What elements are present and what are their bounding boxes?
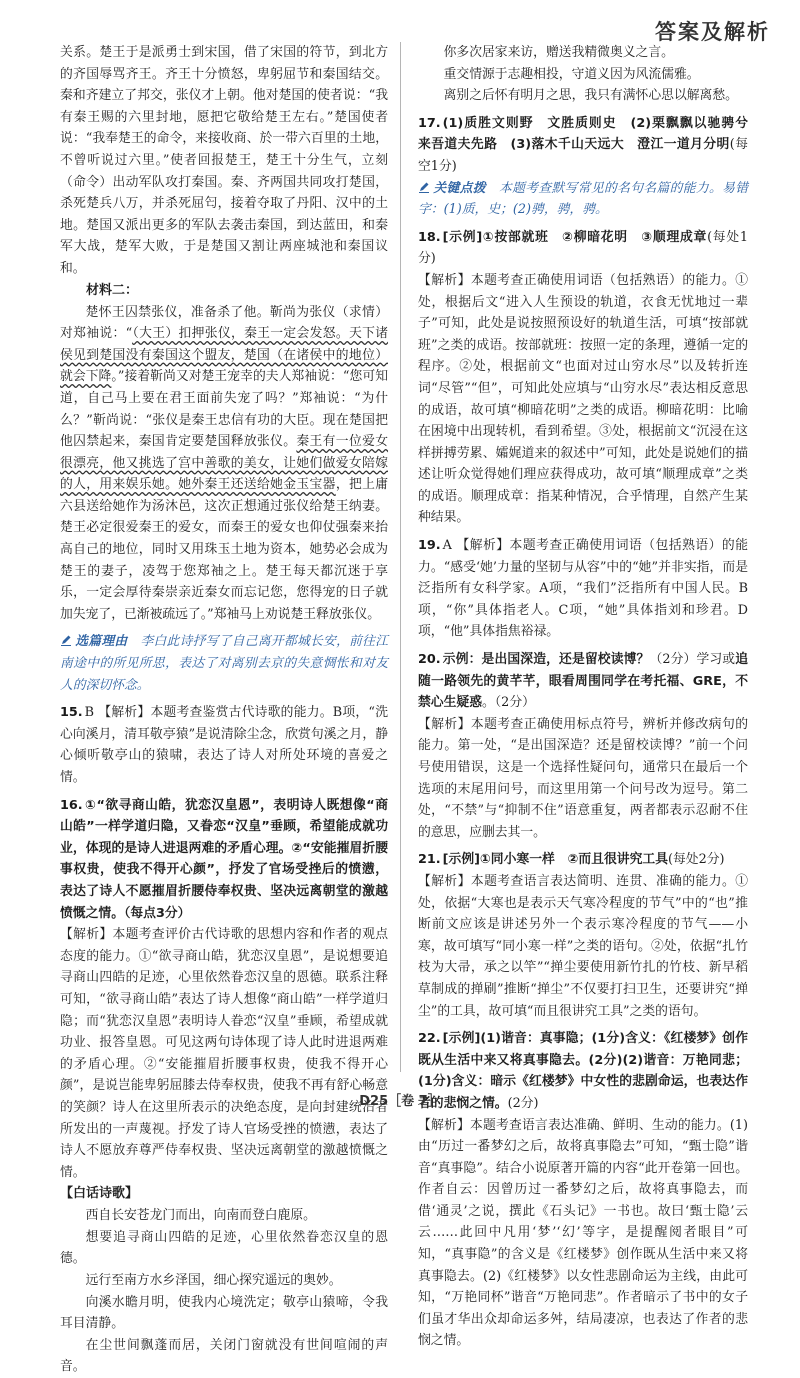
question-22: 22. [示例](1)谐音：真事隐；(1分)含义：《红楼梦》创作既从生活中来又将真事隐去。(2分)(2)谐音：万艳同悲；(1分)含义：暗示《红楼梦》中女性的悲剧命运，也表达作者的悲悯之情。(2分) <box>418 1031 748 1111</box>
question-22-analysis: 【解析】本题考查语言表达准确、鲜明、生动的能力。(1)由“历过一番梦幻之后，故将真事隐去”可知，“甄士隐”谐音“真事隐”。结合小说原著开篇的内容“此开卷第一回也。作者自云：因曾历过一番梦幻之后，故将真事隐去，而借‘通灵’之说，撰此《石头记》一书也。故曰‘甄士隐’云云……此回中凡用‘梦’‘幻’等字，是提醒阅者眼目”可知，“真事隐”的含义是《红楼梦》创作既从生活中来又将真事隐去。(2)《红楼梦》以女性悲剧命运为主线，由此可知，“万艳同杯”谐音“万艳同悲”。作者暗示了书中的女子们虽才华出众却命运多舛，结局凄凉，也表达了作者的悲悯之情。 <box>418 1117 748 1349</box>
question-21-analysis: 【解析】本题考查语言表达简明、连贯、准确的能力。①处，依据“大寒也是表示天气寒冷程度的节气”中的“也”推断前文应该是讲述另外一个表示寒冷程度的节气——小寒，故可填写“同小寒一样”之类的语句。②处，依据“扎竹枝为大帚，承之以竿”“掸尘要使用新竹扎的竹枝、新早稻草制成的掸刷”推断“掸尘”不仅要打扫卫生，还要讲究“掸尘”的工具，故可填“而且很讲究工具”之类的语句。 <box>418 873 748 1019</box>
vernacular-line-8: 离别之后怀有明月之思，我只有满怀心思以解离愁。 <box>443 88 738 104</box>
page-header-title: 答案及解析 <box>655 19 770 44</box>
question-16: 16. ①“欲寻商山皓，犹恋汉皇恩”，表明诗人既想像“商山皓”一样学道归隐，又眷恋“汉皇”垂顾，希望能成就功业，体现的是诗人进退两难的矛盾心理。②“安能摧眉折腰事权贵，使我不得开心颜”，抒发了官场受挫后的愤懑，表达了诗人不愿摧眉折腰侍奉权贵、坚决远离朝堂的激越愤慨之情。（每点3分） <box>60 797 388 921</box>
key-tip-label: 关键点拨 <box>433 180 486 196</box>
key-sentence-2: 秦王有一位爱女很漂亮，他又挑选了宫中善歌的美女，让她们做爱女陪嫁的人，用来娱乐她。她外秦王还送给她金玉宝器 <box>60 434 389 493</box>
question-20-analysis: 【解析】本题考查正确使用标点符号，辨析并修改病句的能力。第一处，“是出国深造？还是留校读博？”前一个问号使用错误，这是一个选择性疑问句，通常只在最后一个选项的末尾用问号，而这里用第一个问号改为逗号。第二处，“不禁”与“抑制不住”语意重复，两者都表示忍耐不住的意思，应删去其一。 <box>418 716 748 840</box>
material-two-title: 材料二： <box>86 282 139 298</box>
column-divider <box>400 42 401 1072</box>
question-21: 21. [示例]①同小寒一样 ②而且很讲究工具(每处2分) <box>418 852 725 868</box>
right-column <box>418 42 761 1352</box>
key-sentence-1: （大王）扣押张仪，秦王一定会发怒。天下诸侯见到楚国没有秦国这个盟友，楚国（在诸侯中的地位）就会下降 <box>60 326 389 385</box>
translation-paragraph-1: 关系。楚王于是派勇士到宋国，借了宋国的符节，到北方的齐国辱骂齐王。齐王十分愤怒，卑躬屈节和秦国结交。秦和齐建立了邦交，张仪才上朝。他对楚国的使者说：“我有秦王赐的六里封地，愿把它敬给楚王左右。”楚国使者说：“我奉楚王的命令，来接收商、於一带六百里的土地，不曾听说过六里。”使者回报楚王，楚王十分生气，立刻（命令）出动军队攻打秦国。秦、齐两国共同攻打楚国，杀死楚兵八万，并杀死屈匄，接着夺取了丹阳、汉中的土地。楚国又派出更多的军队去袭击秦国，到达蓝田，和秦军大战，楚军大败，于是楚国又割让两座城池和秦国议和。 <box>60 45 388 276</box>
material-two-paragraph: 楚怀王囚禁张仪，准备杀了他。靳尚为张仪（求情）对郑袖说：“（大王）扣押张仪，秦王一定会发怒。天下诸侯见到楚国没有秦国这个盟友，楚国（在诸侯中的地位）就会下降。”接着靳尚又对楚王宠幸的夫人郑袖说：“您可知道，自己马上要在君王面前失宠了吗？”郑袖说：“为什么？”靳尚说：“张仪是秦王忠信有功的大臣。现在楚国把他囚禁起来，秦国肯定要楚国释放张仪。秦王有一位爱女很漂亮，他又挑选了宫中善歌的美女，让她们做爱女陪嫁的人，用来娱乐她。她外秦王还送给她金玉宝器，把上庸六县送给她作为汤沐邑，这次正想通过张仪给楚王纳妻。楚王必定很爱秦王的爱女，而秦王的爱女也仰仗强秦来抬高自己的地位，同时又用珠玉土地为资本，她势必会成为楚王的妻子，凌驾于您郑袖之上。楚王每天都沉迷于享乐，一定会厚待秦崇亲近秦女而忘记您，您得宠的日子就加失宠了，已渐被疏远了。”郑袖马上劝说楚王释放张仪。 <box>60 304 389 622</box>
key-tip-note: 关键点拨 本题考查默写常见的名句名篇的能力。易错字：(1)质，史；(2)骋，骋，骋。 <box>418 180 748 218</box>
question-17: 17. (1)质胜文则野 文胜质则史 (2)栗飘飘以驰骋兮 来吾道夫先路 (3)落木千山天远大 澄江一道月分明(每空1分) <box>418 115 761 174</box>
question-18-analysis: 【解析】本题考查正确使用词语（包括熟语）的能力。①处，根据后文“进入人生预设的轨道，衣食无忧地过一辈子”可知，此处是说按照预设好的轨道生活，可填“按部就班”之类的成语。按部就班：按照一定的条理，遵循一定的程序。②处，根据前文“也面对过山穷水尽”以及转折连词“尽管”“但”，可知此处应填与“山穷水尽”表达相反意思的成语，故可填“柳暗花明”之类的成语。柳暗花明：比喻在困境中出现转机，看到希望。③处，根据前文“沉浸在这样拼搏劳累、孀娓道来的叙述中”可知，此处是说她们的描述让听众觉得她们理应获得成功，故可填“顺理成章”之类的成语。顺理成章：指某种情况，合乎情理，自然产生某种结果。 <box>418 272 748 526</box>
left-column <box>60 42 388 1378</box>
pen-icon <box>418 181 430 193</box>
selection-reason-label: 选篇理由 <box>75 634 128 650</box>
vernacular-poem-title: 【白话诗歌】 <box>60 1186 139 1202</box>
question-18: 18. [示例]①按部就班 ②柳暗花明 ③顺理成章(每处1分) <box>418 229 748 267</box>
selection-reason-note: 选篇理由 李白此诗抒写了自己离开都城长安，前往江南途中的所见所思，表达了对离别去京的失意惆怅和对友人的深切怀念。 <box>60 634 389 693</box>
vernacular-line-2: 想要追寻商山四皓的足迹，心里依然眷恋汉皇的恩德。 <box>60 1229 388 1267</box>
vernacular-line-4: 向溪水瞻月明，使我内心境洗定；敬亭山猿啼，令我耳目清静。 <box>60 1294 388 1332</box>
vernacular-line-3: 远行至南方水乡泽国，细心探究遥远的奥妙。 <box>85 1273 342 1289</box>
question-19: 19. A 【解析】本题考查正确使用词语（包括熟语）的能力。“感受‘她’力量的坚韧与从容”中的“她”并非实指，而是泛指所有女科学家。A项，“我们”泛指所有中国人民。B项，“你”具体指老人。C项，“她”具体指刘和珍君。D项，“他”具体指焦裕禄。 <box>418 538 748 640</box>
vernacular-line-1: 西自长安苍龙门而出，向南而登白鹿原。 <box>85 1208 316 1224</box>
page-number: D25［卷 7］ <box>359 1094 441 1109</box>
question-20: 20. 示例：是出国深造，还是留校读博？（2分）学习或追随一路领先的黄芊芊，眼看周围同学在考托福、GRE，不禁心生疑惑。（2分） <box>418 652 748 711</box>
vernacular-line-6: 你多次居家来访，赠送我精微奥义之言。 <box>443 45 674 60</box>
vernacular-line-7: 重交情源于志趣相投，守道义因为风流儒雅。 <box>443 66 700 82</box>
pen-icon <box>60 634 72 646</box>
question-15: 15. B 【解析】本题考查鉴赏古代诗歌的能力。B项，“洗心向溪月，清耳敬亭猿”是说清除尘念，欣赏句溪之月，静心倾听敬亭山的猿啸，表达了诗人对所处环境的喜爱之情。 <box>60 705 388 785</box>
vernacular-line-5: 在尘世间飘蓬而居，关闭门窗就没有世间喧闹的声音。 <box>60 1337 388 1375</box>
question-16-analysis: 【解析】本题考查评价古代诗歌的思想内容和作者的观点态度的能力。①“欲寻商山皓，犹恋汉皇恩”，是说想要追寻商山四皓的足迹，心里依然眷恋汉皇的恩德。联系注释可知，“欲寻商山皓”表达了诗人想像“商山皓”一样学道归隐；而“犹恋汉皇恩”表明诗人眷恋“汉皇”垂顾，希望成就功业、报答皇恩。可见这两句诗体现了诗人此时进退两难的矛盾心理。②“安能摧眉折腰事权贵，使我不得开心颜”，是说岂能卑躬屈膝去侍奉权贵，使我不再有舒心畅意的笑颜？诗人在这里所表示的决绝态度，是向封建统治者所发出的一声蔑视。抒发了诗人官场受挫的愤懑，表达了诗人不愿放弃尊严侍奉权贵、坚决远离朝堂的激越愤慨之情。 <box>60 927 388 1180</box>
